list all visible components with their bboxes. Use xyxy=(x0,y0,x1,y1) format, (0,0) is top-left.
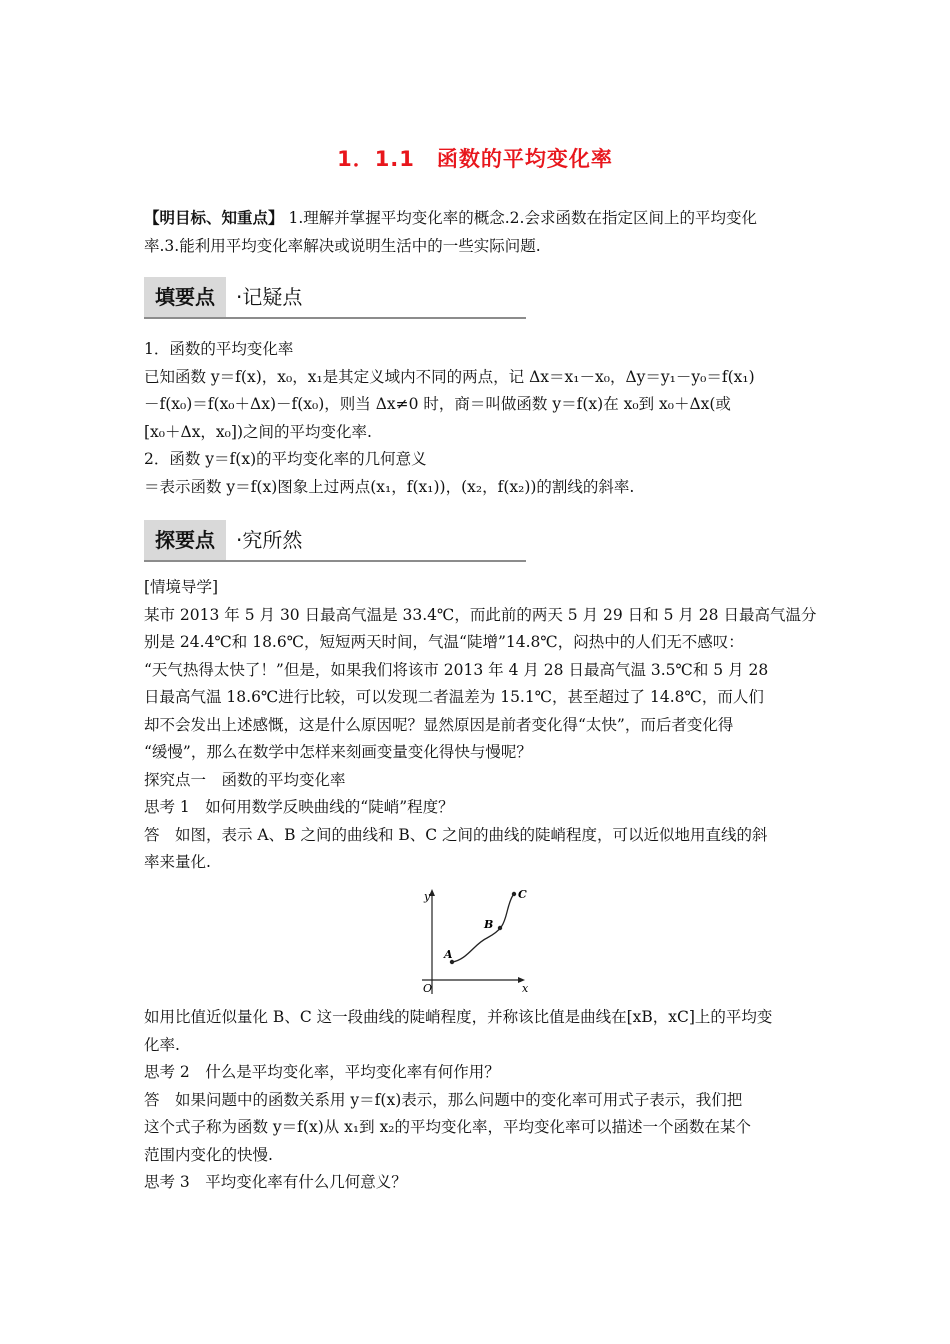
after-q3: 思考 2 什么是平均变化率，平均变化率有何作用？ xyxy=(144,1063,500,1081)
point-c xyxy=(512,892,516,896)
fill-content xyxy=(144,336,814,501)
curve-figure xyxy=(412,884,542,1002)
x-label: x xyxy=(522,982,529,995)
explore-p10: 答 如图，表示 A、B 之间的曲线和 B、C 之间的曲线的陡峭程度，可以近似地用直线的斜 xyxy=(144,825,768,844)
explore-p6: 却不会发出上述感慨，这是什么原因呢？显然原因是前者变化得“太快”，而后者变化得 xyxy=(144,715,734,734)
point-b xyxy=(498,926,502,930)
section-rule xyxy=(144,317,526,319)
page-title xyxy=(0,143,950,173)
explore-p4: “天气热得太快了！”但是，如果我们将该市 2013 年 4 月 28 日最高气温 3.5℃和 5 月 28 xyxy=(144,660,769,679)
section-tag: 填要点 xyxy=(144,277,226,317)
explore-p1: [情境导学] xyxy=(144,578,219,596)
label-a: A xyxy=(444,948,453,961)
fill-heading-2: 2．函数 y＝f(x)的平均变化率的几何意义 xyxy=(144,450,427,468)
explore-p3: 别是 24.4℃和 18.6℃，短短两天时间，气温“陡增”14.8℃，闷热中的人们无不感叹： xyxy=(144,633,744,651)
origin-label: O xyxy=(423,982,433,995)
after-q5: 这个式子称为函数 y＝f(x)从 x₁到 x₂的平均变化率，平均变化率可以描述一个函数在某个 xyxy=(144,1118,752,1136)
explore-p11: 率来量化. xyxy=(144,853,211,871)
explore-p5: 日最高气温 18.6℃进行比较，可以发现二者温差为 15.1℃，甚至超过了 14.8℃，而人们 xyxy=(144,688,764,706)
curve-path xyxy=(452,894,514,962)
after-q4: 答 如果问题中的函数关系用 y＝f(x)表示，那么问题中的变化率可用式子表示，我们把 xyxy=(144,1090,743,1109)
explore-p8: 探究点一 函数的平均变化率 xyxy=(144,770,346,789)
section-header-fill xyxy=(144,277,526,317)
section-number: 1．1.1 xyxy=(337,147,415,171)
objectives-label: 【明目标、知重点】 xyxy=(144,208,284,227)
objectives-line2: 率.3.能利用平均变化率解决或说明生活中的一些实际问题. xyxy=(144,236,541,255)
fill-line-3: [x₀＋Δx，x₀])之间的平均变化率. xyxy=(144,422,372,441)
section-subtitle: ·记疑点 xyxy=(236,285,303,309)
objectives-line1: 1.理解并掌握平均变化率的概念.2.会求函数在指定区间上的平均变化 xyxy=(288,209,757,227)
explore-p2: 某市 2013 年 5 月 30 日最高气温是 33.4℃，而此前的两天 5 月 29 日和 5 月 28 日最高气温分 xyxy=(144,605,817,624)
after-figure-content xyxy=(144,1004,814,1197)
after-q7: 思考 3 平均变化率有什么几何意义？ xyxy=(144,1173,407,1191)
explore-p7: “缓慢”，那么在数学中怎样来刻画变量变化得快与慢呢？ xyxy=(144,743,532,761)
y-label: y xyxy=(424,890,431,903)
fill-line-4: ＝表示函数 y＝f(x)图象上过两点(x₁，f(x₁))，(x₂，f(x₂))的割线的斜率. xyxy=(144,477,635,496)
objectives xyxy=(144,204,814,260)
fill-heading-1: 1．函数的平均变化率 xyxy=(144,340,294,358)
section-rule xyxy=(144,560,526,562)
label-c: C xyxy=(518,888,527,901)
title-text: 函数的平均变化率 xyxy=(436,147,613,171)
after-q6: 范围内变化的快慢. xyxy=(144,1145,273,1164)
section-subtitle: ·究所然 xyxy=(236,528,303,552)
section-tag: 探要点 xyxy=(144,520,226,560)
label-b: B xyxy=(484,918,494,931)
fill-line-2: －f(x₀)＝f(x₀＋Δx)－f(x₀)，则当 Δx≠0 时，商＝叫做函数 y＝f(x)在 x₀到 x₀＋Δx(或 xyxy=(144,395,731,413)
section-header-explore xyxy=(144,520,526,560)
fill-line-1: 已知函数 y＝f(x)，x₀，x₁是其定义域内不同的两点，记 Δx＝x₁－x₀，Δy＝y₁－y₀＝f(x₁) xyxy=(144,367,755,386)
after-q1: 如用比值近似量化 B、C 这一段曲线的陡峭程度，并称该比值是曲线在[xB，xC]上的平均变 xyxy=(144,1008,773,1026)
after-q2: 化率. xyxy=(144,1035,180,1054)
explore-content xyxy=(144,574,817,877)
explore-p9: 思考 1 如何用数学反映曲线的“陡峭”程度？ xyxy=(144,798,454,816)
